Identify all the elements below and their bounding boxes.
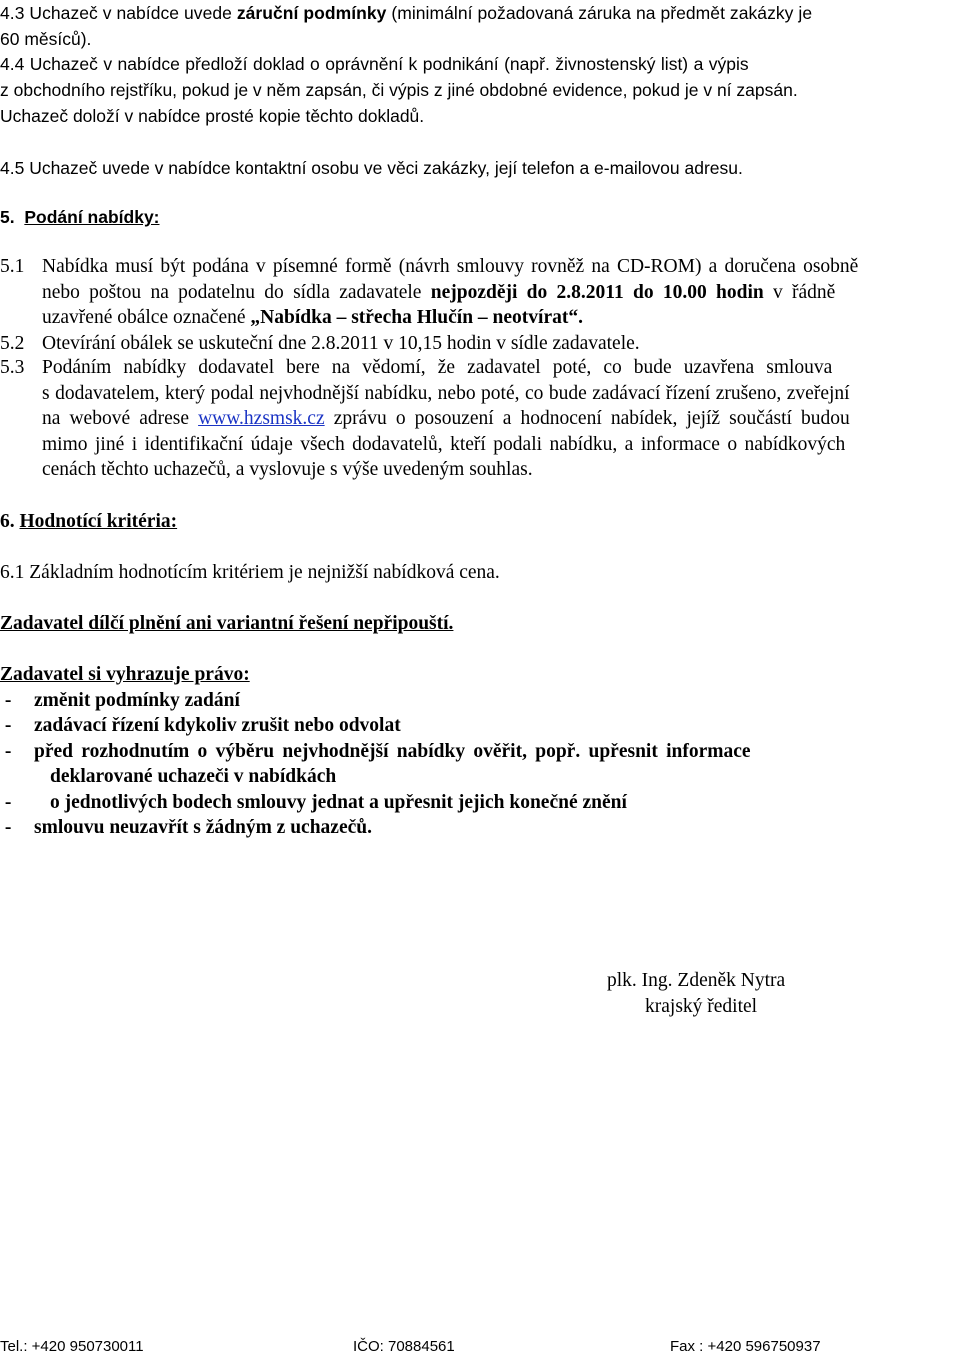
clause-6-1 — [0, 560, 958, 586]
clause-5-3-line5: cenách těchto uchazečů, a vyslovuje s výše uvedeným souhlas. — [42, 459, 533, 480]
list-item: - smlouvu neuzavřít s žádným z uchazečů. — [0, 817, 372, 838]
clause-5-2-text: Otevírání obálek se uskuteční dne 2.8.2011 v 10,15 hodin v sídle zadavatele. — [42, 333, 640, 354]
envelope-label: „Nabídka – střecha Hlučín – neotvírat“. — [250, 307, 583, 328]
clause-4-3-text: 4.3 Uchazeč v nabídce uvede — [0, 3, 237, 23]
rights-list — [0, 688, 958, 841]
clause-5-3-line2: s dodavatelem, který podal nejvhodnější nabídku, nebo poté, co bude zadávací řízení zrušeno, zveřejní — [42, 382, 850, 404]
list-item: - změnit podmínky zadání — [0, 689, 240, 711]
signature-block — [607, 968, 785, 1019]
section-6-title: Hodnotící kritéria: — [19, 511, 178, 532]
section-5-heading: 5. Podání nabídky: — [0, 207, 160, 227]
clause-4-3-bold: záruční podmínky — [236, 3, 387, 23]
clause-5-2: 5.2 Otevírání obálek se uskuteční dne 2.8.2011 v 10,15 hodin v sídle zadavatele. — [0, 331, 958, 357]
clause-4-4-line2: z obchodního rejstříku, pokud je v něm zapsán, či výpis z jiné obdobné evidence, pokud je v ní zapsán. — [0, 80, 798, 100]
clause-5-1-line1: Nabídka musí být podána v písemné formě (návrh smlouvy rovněž na CD-ROM) a doručena osobně — [42, 256, 859, 277]
clause-5-3-line1: Podáním nabídky dodavatel bere na vědomí, že zadavatel poté, co bude uzavřena smlouva — [42, 357, 833, 378]
clause-4-3-line2: 60 měsíců). — [0, 29, 92, 49]
clause-5-1-number: 5.1 — [0, 256, 25, 277]
deadline-text: nejpozději do 2.8.2011 do 10.00 hodin — [430, 281, 764, 303]
footer-fax: Fax : +420 596750937 — [670, 1338, 821, 1355]
clause-4-3 — [0, 0, 958, 52]
signatory-name: plk. Ing. Zdeněk Nytra — [607, 970, 786, 991]
list-item: - o jednotlivých bodech smlouvy jednat a upřesnit jejich konečné znění — [0, 791, 627, 813]
clause-4-4-line3: Uchazeč doloží v nabídce prosté kopie těchto dokladů. — [0, 106, 425, 126]
signatory-role: krajský ředitel — [645, 995, 758, 1017]
rights-block — [0, 662, 958, 841]
clause-4-5-text: 4.5 Uchazeč uvede v nabídce kontaktní osobu ve věci zakázky, její telefon a e-mailovou adresu. — [0, 158, 743, 178]
website-link[interactable]: www.hzsmsk.cz — [198, 408, 325, 429]
clause-5-3-line4: mimo jiné i identifikační údaje všech dodavatelů, kteří podali nabídku, a informace o nabídkových — [42, 433, 846, 455]
clause-5-3: 5.3 Podáním nabídky dodavatel bere na vědomí, že zadavatel poté, co bude uzavřena smlouva s dodavatelem, který podal nejvhodnější nabídku, nebo poté, co bude zadávací řízení zrušeno, zveřejní na webové adrese www.hzsmsk.cz zprávu o posouzení a hodnocení nabídek, jejíž součástí budou mimo jiné i identifikační údaje všech dodavatelů, kteří podali nabídku, a informace o nabídkových cenách těchto uchazečů, a vyslovuje s výše uvedeným souhlas. — [0, 355, 958, 483]
list-item: - před rozhodnutím o výběru nejvhodnější nabídky ověřit, popř. upřesnit informace — [0, 740, 751, 762]
footer-phone: Tel.: +420 950730011 — [0, 1338, 144, 1355]
rights-title: Zadavatel si vyhrazuje právo: — [0, 664, 250, 685]
footer-ico: IČO: 70884561 — [353, 1338, 455, 1355]
clause-4-4-line1: 4.4 Uchazeč v nabídce předloží doklad o oprávnění k podnikání (např. živnostenský list) a výpis — [0, 54, 749, 74]
list-item: - zadávací řízení kdykoliv zrušit nebo odvolat — [0, 715, 401, 736]
clause-4-4 — [0, 51, 958, 129]
section-5-title: Podání nabídky: — [24, 207, 160, 227]
clause-6-1-text: 6.1 Základním hodnotícím kritériem je nejnižší nabídková cena. — [0, 562, 500, 583]
section-6-heading: 6. Hodnotící kritéria: — [0, 511, 178, 532]
clause-4-3-text-end: (minimální požadovaná záruka na předmět zakázky je — [386, 3, 813, 23]
list-item-continuation: deklarované uchazeči v nabídkách — [50, 766, 337, 787]
clause-5-1: 5.1 Nabídka musí být podána v písemné formě (návrh smlouvy rovněž na CD-ROM) a doručena osobně nebo poštou na podatelnu do sídla zadavatele nejpozději do 2.8.2011 do 10.00 hodin v řádně uzavřené obálce označené „Nabídka – střecha Hlučín – neotvírat“. — [0, 254, 958, 331]
variant-statement: Zadavatel dílčí plnění ani variantní řešení nepřipouští. — [0, 613, 454, 634]
clause-4-5 — [0, 155, 958, 181]
